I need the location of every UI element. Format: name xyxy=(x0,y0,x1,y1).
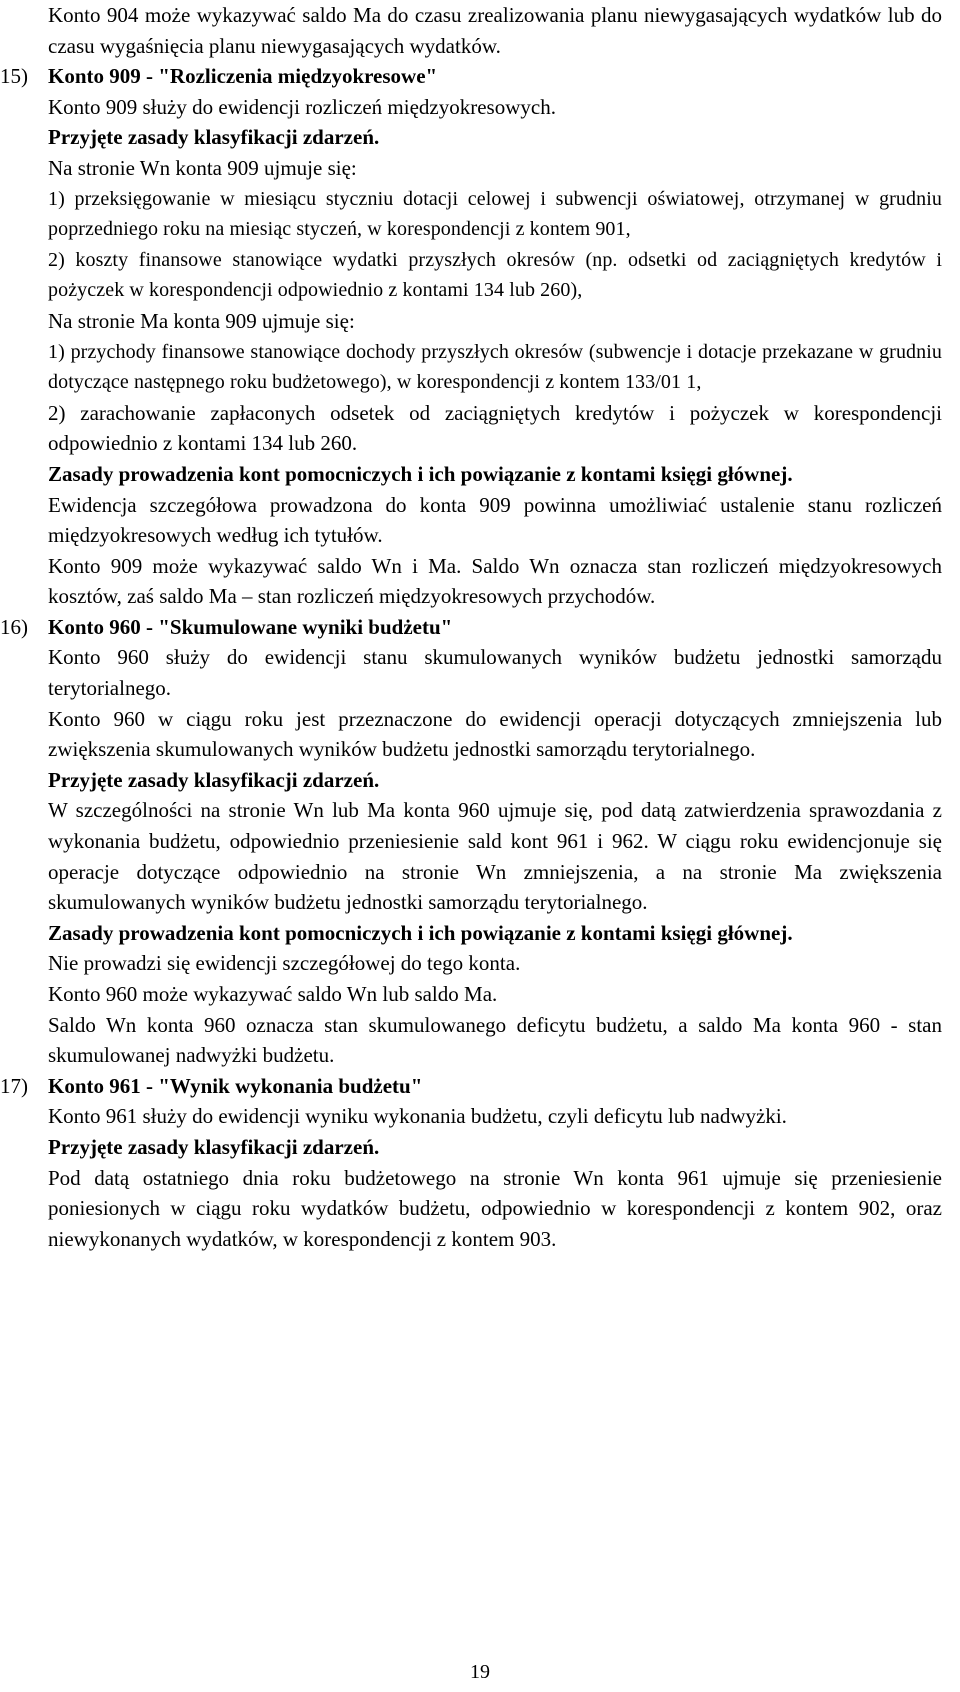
paragraph: Nie prowadzi się ewidencji szczegółowej do tego konta. xyxy=(48,951,521,976)
section-title: Konto 909 - "Rozliczenia międzyokresowe" xyxy=(48,64,438,89)
paragraph: Na stronie Wn konta 909 ujmuje się: xyxy=(48,155,357,180)
subheading: Przyjęte zasady klasyfikacji zdarzeń. xyxy=(48,1134,380,1159)
section-heading xyxy=(0,1071,942,1102)
section-title: Konto 960 - "Skumulowane wyniki budżetu" xyxy=(48,614,453,639)
subheading: Zasady prowadzenia kont pomocniczych i ich powiązanie z kontami księgi głównej. xyxy=(48,920,793,945)
section-number: 15) xyxy=(0,64,28,89)
subheading: Zasady prowadzenia kont pomocniczych i ich powiązanie z kontami księgi głównej. xyxy=(48,461,793,486)
paragraph: Konto 960 może wykazywać saldo Wn lub saldo Ma. xyxy=(48,982,498,1006)
paragraph: 1) przeksięgowanie w miesiącu styczniu dotacji celowej i subwencji oświatowej, otrzymanej w grudniu poprzedniego roku na miesiąc styczeń, w korespondencji z kontem 901, xyxy=(48,187,942,241)
paragraph: 2) koszty finansowe stanowiące wydatki przyszłych okresów (np. odsetki od zaciągniętych kredytów i pożyczek w korespondencji odpowiednio z kontami 134 lub 260), xyxy=(48,248,942,302)
page-number: 19 xyxy=(470,1661,490,1683)
section-number: 17) xyxy=(0,1073,28,1098)
section-heading xyxy=(0,612,942,643)
paragraph: Konto 960 w ciągu roku jest przeznaczone do ewidencji operacji dotyczących zmniejszenia lub zwiększenia skumulowanych wyników budżetu jednostki samorządu terytorialnego. xyxy=(48,706,942,762)
subheading: Przyjęte zasady klasyfikacji zdarzeń. xyxy=(48,767,380,792)
section-heading xyxy=(0,61,942,92)
paragraph: Pod datą ostatniego dnia roku budżetowego na stronie Wn konta 961 ujmuje się przeniesienie poniesionych w ciągu roku wydatków budżetu, odpowiednio w korespondencji z kontem 902, oraz niewykonanych wydatków, w korespondencji z kontem 903. xyxy=(48,1165,942,1251)
paragraph: Na stronie Ma konta 909 ujmuje się: xyxy=(48,308,355,333)
paragraph: 1) przychody finansowe stanowiące dochody przyszłych okresów (subwencje i dotacje przekazane w grudniu dotyczące następnego roku budżetowego), w korespondencji z kontem 133/01 1, xyxy=(48,340,942,394)
paragraph: Konto 909 może wykazywać saldo Wn i Ma. Saldo Wn oznacza stan rozliczeń międzyokresowych kosztów, zaś saldo Ma – stan rozliczeń międzyokresowych przychodów. xyxy=(48,553,942,609)
paragraph: Ewidencja szczegółowa prowadzona do konta 909 powinna umożliwiać ustalenie stanu rozliczeń międzyokresowych według ich tytułów. xyxy=(48,492,942,548)
section-number: 16) xyxy=(0,614,28,639)
paragraph: Konto 909 służy do ewidencji rozliczeń międzyokresowych. xyxy=(48,94,556,119)
paragraph: Konto 961 służy do ewidencji wyniku wykonania budżetu, czyli deficytu lub nadwyżki. xyxy=(48,1104,787,1129)
paragraph: W szczególności na stronie Wn lub Ma konta 960 ujmuje się, pod datą zatwierdzenia sprawozdania z wykonania budżetu, odpowiednio przeniesienie sald kont 961 i 962. W ciągu roku ewidencjonuje się operacje dotyczące odpowiednio na stronie Wn zmniejszenia, a na stronie Ma zwiększenia skumulowanych wyników budżetu jednostki samorządu terytorialnego. xyxy=(48,798,942,915)
paragraph: Saldo Wn konta 960 oznacza stan skumulowanego deficytu budżetu, a saldo Ma konta 960 - stan skumulowanej nadwyżki budżetu. xyxy=(48,1012,942,1068)
paragraph: Konto 960 służy do ewidencji stanu skumulowanych wyników budżetu jednostki samorządu terytorialnego. xyxy=(48,645,942,701)
subheading: Przyjęte zasady klasyfikacji zdarzeń. xyxy=(48,125,380,150)
paragraph: Konto 904 może wykazywać saldo Ma do czasu zrealizowania planu niewygasających wydatków lub do czasu wygaśnięcia planu niewygasających wydatków. xyxy=(48,3,942,58)
section-title: Konto 961 - "Wynik wykonania budżetu" xyxy=(48,1073,423,1098)
paragraph: 2) zarachowanie zapłaconych odsetek od zaciągniętych kredytów i pożyczek w korespondencji odpowiednio z kontami 134 lub 260. xyxy=(48,400,942,456)
